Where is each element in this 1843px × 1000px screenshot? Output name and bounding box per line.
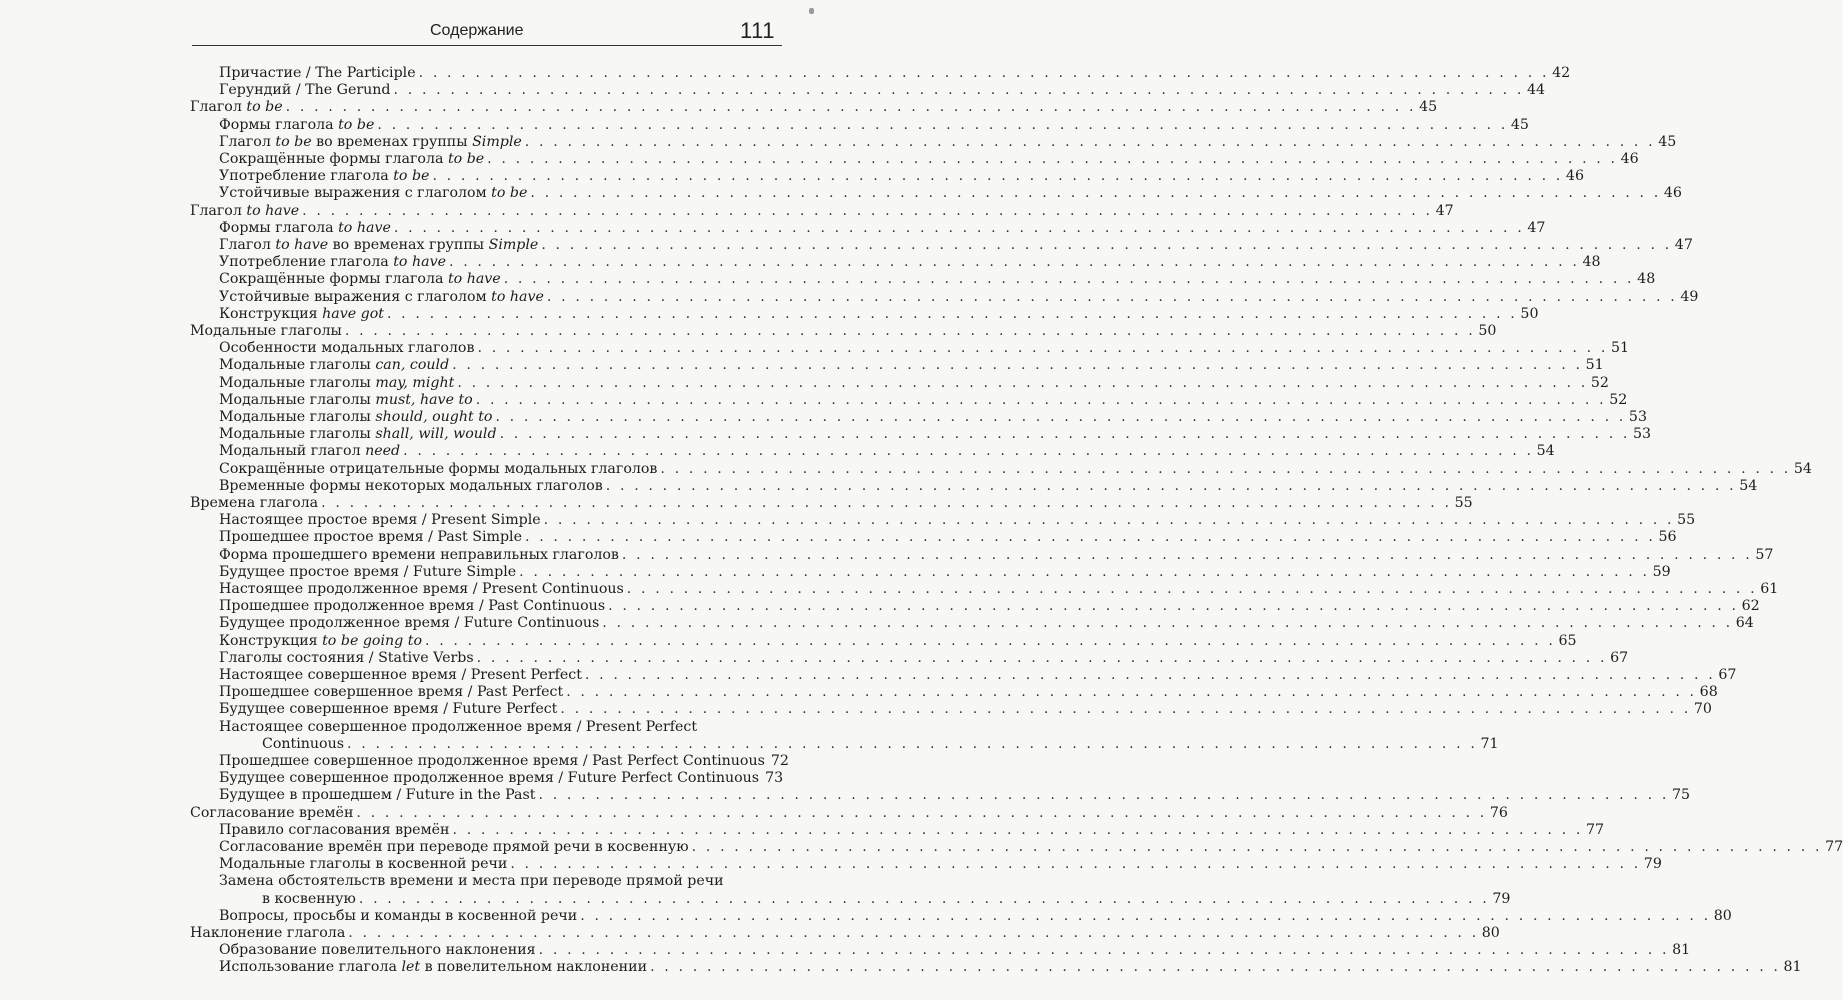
toc-leader-dots: . . . . . . . . . . . . . . . . . . . . . . . . . . . . . . . . . . . . . . . . . . . . . . . . . . . . . . . . . . . . . . . . . . . . . . . . . . . . . . . . — [393, 219, 1525, 236]
toc-entry-title-text: Особенности модальных глаголов — [219, 340, 475, 357]
toc-leader-dots: . . . . . . . . . . . . . . . . . . . . . . . . . . . . . . . . . . . . . . . . . . . . . . . . . . . . . . . . . . . . . . . . . . . . . . . . . . . . . . . . — [560, 701, 1691, 718]
toc-entry-title-text: Модальные глаголы — [190, 323, 342, 339]
toc-leader-dots: . . . . . . . . . . . . . . . . . . . . . . . . . . . . . . . . . . . . . . . . . . . . . . . . . . . . . . . . . . . . . . . . . . . . . . . . . . . . . . . . — [543, 512, 1675, 529]
toc-entry-title — [219, 650, 474, 667]
toc-entry-title-text: Употребление глагола — [219, 254, 394, 271]
toc-entry — [190, 202, 1454, 220]
toc-entry — [219, 237, 1693, 254]
toc-page-number: 64 — [1735, 615, 1754, 632]
toc-entry — [219, 512, 1696, 529]
toc-entry-title-text: Сокращённые отрицательные формы модальных глаголов — [219, 460, 658, 477]
toc-entry-title — [190, 925, 345, 942]
toc-entry-title-text: Сокращённые формы глагола — [219, 271, 448, 288]
toc-entry-title-text: в косвенную — [262, 890, 356, 907]
toc-entry-title-italic: need — [365, 443, 401, 460]
toc-entry-title — [262, 891, 356, 908]
toc-entry-title — [190, 99, 283, 116]
toc-entry — [219, 168, 1584, 185]
toc-leader-dots: . . . . . . . . . . . . . . . . . . . . . . . . . . . . . . . . . . . . . . . . . . . . . . . . . . . . . . . . . . . . . . . . . . . . . . . . . . . . . . . . — [452, 357, 1583, 374]
toc-page-number: 79 — [1643, 856, 1662, 873]
toc-entry-title-italic: may, might — [375, 374, 455, 391]
toc-entry-title — [219, 701, 557, 718]
toc-entry-title-text: Модальный глагол — [219, 443, 366, 460]
toc-leader-dots: . . . . . . . . . . . . . . . . . . . . . . . . . . . . . . . . . . . . . . . . . . . . . . . . . . . . . . . . . . . . . . . . . . . . . . . . . . . . . . . . — [602, 615, 1733, 632]
toc-entry-title-text: Форма прошедшего времени неправильных глаголов — [219, 546, 619, 563]
toc-entry-title — [190, 495, 318, 512]
toc-entry-title-text: Будущее совершенное время / Future Perfect — [219, 701, 558, 718]
toc-entry — [262, 735, 1499, 753]
toc-entry-title-italic: to be going to — [322, 632, 422, 649]
toc-entry-title-italic: to be — [246, 99, 283, 116]
toc-entry-title — [219, 753, 765, 770]
toc-entry-title-italic: to be — [275, 133, 312, 150]
toc-page-number: 52 — [1590, 374, 1609, 391]
toc-entry — [219, 839, 1843, 856]
toc-page-number: 80 — [1481, 925, 1500, 941]
toc-entry — [219, 133, 1677, 151]
toc-entry-title — [219, 289, 544, 306]
toc-entry-title-text: Глагол — [219, 237, 276, 253]
toc-entry — [219, 684, 1718, 701]
toc-entry-title-text: Использование глагола — [219, 959, 402, 976]
toc-entry — [219, 701, 1712, 718]
toc-entry-title-text: Модальные глаголы — [219, 374, 376, 391]
toc-entry-title-text: Настоящее продолженное время / Present Continuous — [219, 581, 624, 597]
toc-entry — [219, 821, 1605, 839]
toc-leader-dots: . . . . . . . . . . . . . . . . . . . . . . . . . . . . . . . . . . . . . . . . . . . . . . . . . . . . . . . . . . . . . . . . . . . . . . . . . . . . . . . . — [377, 116, 1508, 133]
toc-entry — [219, 907, 1732, 925]
toc-page-number: 49 — [1680, 288, 1699, 305]
toc-entry — [219, 374, 1609, 392]
toc-leader-dots: . . . . . . . . . . . . . . . . . . . . . . . . . . . . . . . . . . . . . . . . . . . . . . . . . . . . . . . . . . . . . . . . . . . . . . . . . . . . . . . . — [424, 632, 1556, 649]
toc-entry-title — [219, 908, 577, 925]
toc-leader-dots: . . . . . . . . . . . . . . . . . . . . . . . . . . . . . . . . . . . . . . . . . . . . . . . . . . . . . . . . . . . . . . . . . . . . . . . . . . . . . . . . — [356, 804, 1487, 821]
toc-entry-title — [219, 65, 416, 82]
toc-entry-title-text: Continuous — [262, 735, 345, 752]
toc-page-number: 65 — [1558, 632, 1577, 649]
toc-entry-title — [190, 203, 299, 220]
toc-page-number: 81 — [1672, 942, 1691, 959]
toc-page-number: 54 — [1739, 477, 1758, 494]
toc-leader-dots: . . . . . . . . . . . . . . . . . . . . . . . . . . . . . . . . . . . . . . . . . . . . . . . . . . . . . . . . . . . . . . . . . . . . . . . . . . . . . . . . — [510, 856, 1641, 873]
toc-leader-dots: . . . . . . . . . . . . . . . . . . . . . . . . . . . . . . . . . . . . . . . . . . . . . . . . . . . . . . . . . . . . . . . . . . . . . . . . . . . . . . . . — [538, 787, 1669, 804]
toc-page-number: 53 — [1633, 426, 1652, 443]
toc-entry-title-text: Модальные глаголы — [219, 409, 376, 425]
toc-entry-title-text: Глаголы состояния / Stative Verbs — [219, 649, 474, 666]
toc-leader-dots: . . . . . . . . . . . . . . . . . . . . . . . . . . . . . . . . . . . . . . . . . . . . . . . . . . . . . . . . . . . . . . . . . . . . . . . . . . . . . . . . — [495, 409, 1626, 425]
toc-leader-dots: . . . . . . . . . . . . . . . . . . . . . . . . . . . . . . . . . . . . . . . . . . . . . . . . . . . . . . . . . . . . . . . . . . . . . . . . . . . . . . . . — [605, 477, 1737, 494]
toc-page-number: 80 — [1713, 907, 1732, 924]
toc-entry — [219, 787, 1690, 804]
toc-page-number: 59 — [1652, 563, 1671, 580]
toc-leader-dots: . . . . . . . . . . . . . . . . . . . . . . . . . . . . . . . . . . . . . . . . . . . . . . . . . . . . . . . . . . . . . . . . . . . . . . . . . . . . . . . . — [650, 959, 1781, 976]
toc-leader-dots: . . . . . . . . . . . . . . . . . . . . . . . . . . . . . . . . . . . . . . . . . . . . . . . . . . . . . . . . . . . . . . . . . . . . . . . . . . . . . . . . — [503, 271, 1635, 288]
toc-entry-title-text: Конструкция — [219, 305, 323, 322]
toc-entry-title — [219, 856, 507, 873]
toc-leader-dots: . . . . . . . . . . . . . . . . . . . . . . . . . . . . . . . . . . . . . . . . . . . . . . . . . . . . . . . . . . . . . . . . . . . . . . . . . . . . . . . . — [477, 340, 1608, 357]
toc-entry-title — [219, 237, 538, 254]
toc-entry-title — [219, 168, 429, 185]
toc-page-number: 45 — [1658, 133, 1677, 150]
toc-page-number: 47 — [1674, 237, 1693, 253]
toc-entry-title-italic: to have — [338, 219, 391, 236]
toc-entry-title-text: Причастие / The Participle — [219, 65, 416, 81]
toc-entry-title-text: Прошедшее продолженное время / Past Continuous — [219, 598, 606, 615]
toc-page-number: 42 — [1552, 65, 1571, 81]
toc-leader-dots: . . . . . . . . . . . . . . . . . . . . . . . . . . . . . . . . . . . . . . . . . . . . . . . . . . . . . . . . . . . . . . . . . . . . . . . . . . . . . . . . — [546, 288, 1678, 305]
toc-page-number: 72 — [770, 753, 789, 769]
toc-page-number: 54 — [1793, 460, 1812, 477]
toc-entry-title-italic: to be — [447, 151, 485, 167]
toc-leader-dots: . . . . . . . . . . . . . . . . . . . . . . . . . . . . . . . . . . . . . . . . . . . . . . . . . . . . . . . . . . . . . . . . . . . . . . . . . . . . . . . . — [452, 821, 1583, 838]
toc-page-number: 61 — [1760, 581, 1779, 597]
toc-entry — [219, 581, 1779, 598]
toc-leader-dots: . . . . . . . . . . . . . . . . . . . . . . . . . . . . . . . . . . . . . . . . . . . . . . . . . . . . . . . . . . . . . . . . . . . . . . . . . . . . . . . . — [348, 925, 1479, 941]
toc-entry-title — [190, 805, 353, 822]
toc-entry — [190, 804, 1508, 822]
toc-page-number: 73 — [765, 770, 784, 787]
toc-page-number: 51 — [1610, 340, 1629, 357]
toc-entry — [219, 649, 1629, 667]
toc-entry — [219, 391, 1628, 409]
toc-entry-title — [219, 409, 492, 426]
toc-entry-title — [219, 959, 647, 976]
toc-entry-title — [219, 547, 619, 564]
toc-leader-dots: . . . . . . . . . . . . . . . . . . . . . . . . . . . . . . . . . . . . . . . . . . . . . . . . . . . . . . . . . . . . . . . . . . . . . . . . . . . . . . . . — [660, 460, 1791, 477]
toc-page-number: 67 — [1718, 667, 1737, 683]
toc-page-number: 51 — [1585, 357, 1604, 374]
toc-entry-title-text: Конструкция — [219, 632, 323, 649]
toc-page-number: 48 — [1582, 254, 1601, 271]
toc-entry — [219, 942, 1691, 959]
toc-entry-title — [219, 357, 449, 374]
toc-entry-title — [219, 426, 497, 443]
toc-entry-title — [219, 564, 516, 581]
toc-entry-title-text: Правило согласования времён — [219, 821, 450, 838]
toc-entry — [219, 185, 1682, 202]
toc-page-number: 68 — [1699, 684, 1718, 701]
running-header-title: Содержание — [430, 22, 524, 39]
toc-entry-title-italic: Simple — [488, 237, 539, 253]
toc-page-number: 47 — [1435, 202, 1454, 219]
toc-entry-first-line: Замена обстоятельств времени и места при переводе прямой речи — [219, 873, 724, 890]
toc-entry — [219, 856, 1662, 873]
toc-leader-dots: . . . . . . . . . . . . . . . . . . . . . . . . . . . . . . . . . . . . . . . . . . . . . . . . . . . . . . . . . . . . . . . . . . . . . . . . . . . . . . . . — [432, 168, 1563, 185]
toc-entry-title-italic: to have — [275, 237, 329, 253]
toc-entry-title-text: Устойчивые выражения с глаголом — [219, 185, 492, 202]
toc-entry-title-text: Устойчивые выражения с глаголом — [219, 288, 492, 305]
toc-entry-title-italic: must, have to — [375, 391, 473, 408]
toc-entry-title — [219, 770, 759, 787]
toc-entry-title — [219, 306, 384, 323]
toc-entry — [219, 477, 1758, 495]
toc-entry-title-text: Времена глагола — [190, 495, 319, 511]
toc-leader-dots: . . . . . . . . . . . . . . . . . . . . . . . . . . . . . . . . . . . . . . . . . . . . . . . . . . . . . . . . . . . . . . . . . . . . . . . . . . . . . . . . — [448, 254, 1580, 271]
toc-entry-title-text: Будущее в прошедшем / Future in the Past — [219, 787, 536, 804]
toc-entry — [190, 323, 1497, 340]
toc-entry-title — [219, 392, 473, 409]
toc-leader-dots: . . . . . . . . . . . . . . . . . . . . . . . . . . . . . . . . . . . . . . . . . . . . . . . . . . . . . . . . . . . . . . . . . . . . . . . . . . . . . . . . — [524, 529, 1656, 546]
toc-entry-title-text: Будущее совершенное продолженное время / Future Perfect Continuous — [219, 770, 760, 787]
toc-entry — [190, 99, 1438, 116]
toc-entry-title — [219, 443, 400, 460]
toc-entry-title-italic: Simple — [472, 133, 522, 150]
toc-page-number: 77 — [1585, 821, 1605, 838]
toc-entry-title-text: Наклонение глагола — [190, 925, 346, 941]
toc-entry-title-italic: to have — [393, 254, 446, 271]
toc-entry-title-text: Модальные глаголы — [219, 426, 376, 443]
toc-entry-title — [219, 220, 391, 237]
toc-entry-title-text: Прошедшее совершенное время / Past Perfect — [219, 684, 564, 701]
toc-entry-title — [219, 340, 474, 357]
toc-leader-dots: . . . . . . . . . . . . . . . . . . . . . . . . . . . . . . . . . . . . . . . . . . . . . . . . . . . . . . . . . . . . . . . . . . . . . . . . . . . . . . . . — [285, 99, 1417, 116]
toc-page-number: 44 — [1526, 82, 1546, 99]
toc-entry — [219, 615, 1754, 632]
toc-entry-title — [219, 581, 624, 598]
toc-entry — [219, 340, 1629, 357]
toc-page-number: 55 — [1454, 495, 1473, 511]
toc-entry-title-text: Настоящее совершенное время / Present Perfect — [219, 667, 582, 683]
toc-entry-title-italic: to have — [447, 271, 501, 288]
toc-leader-dots: . . . . . . . . . . . . . . . . . . . . . . . . . . . . . . . . . . . . . . . . . . . . . . . . . . . . . . . . . . . . . . . . . . . . . . . . . . . . . . . . — [457, 374, 1588, 391]
toc-entry-title-text: Модальные глаголы — [219, 391, 376, 408]
toc-page-number: 79 — [1492, 890, 1511, 907]
toc-entry-title — [219, 254, 446, 271]
toc-leader-dots: . . . . . . . . . . . . . . . . . . . . . . . . . . . . . . . . . . . . . . . . . . . . . . . . . . . . . . . . . . . . . . . . . . . . . . . . . . . . . . . . — [621, 546, 1753, 563]
toc-leader-dots: . . . . . . . . . . . . . . . . . . . . . . . . . . . . . . . . . . . . . . . . . . . . . . . . . . . . . . . . . . . . . . . . . . . . . . . . . . . . . . . . — [499, 426, 1631, 443]
toc-leader-dots: . . . . . . . . . . . . . . . . . . . . . . . . . . . . . . . . . . . . . . . . . . . . . . . . . . . . . . . . . . . . . . . . . . . . . . . . . . . . . . . . — [487, 151, 1618, 167]
toc-entry — [219, 357, 1604, 374]
toc-entry — [219, 959, 1802, 976]
toc-page-number: 62 — [1741, 598, 1760, 615]
toc-entry — [262, 890, 1511, 908]
toc-page-number: 52 — [1609, 391, 1628, 408]
toc-entry-title-text: Прошедшее простое время / Past Simple — [219, 529, 522, 546]
toc-leader-dots: . . . . . . . . . . . . . . . . . . . . . . . . . . . . . . . . . . . . . . . . . . . . . . . . . . . . . . . . . . . . . . . . . . . . . . . . . . . . . . . . — [386, 305, 1518, 322]
toc-entry-title — [219, 529, 522, 546]
toc-entry-title-italic: to have — [491, 288, 544, 305]
toc-entry-title — [219, 822, 449, 839]
toc-entry — [219, 460, 1812, 478]
toc-entry-title-text: Согласование времён — [190, 804, 354, 821]
toc-entry-title-text: Образование повелительного наклонения — [219, 942, 536, 959]
toc-leader-dots: . . . . . . . . . . . . . . . . . . . . . . . . . . . . . . . . . . . . . . . . . . . . . . . . . . . . . . . . . . . . . . . . . . . . . . . . . . . . . . . . — [418, 65, 1550, 81]
toc-entry — [219, 770, 783, 787]
toc-entry-title — [219, 151, 484, 168]
toc-entry — [219, 288, 1699, 306]
toc-leader-dots: . . . . . . . . . . . . . . . . . . . . . . . . . . . . . . . . . . . . . . . . . . . . . . . . . . . . . . . . . . . . . . . . . . . . . . . . . . . . . . . . — [538, 942, 1670, 959]
toc-entry-title-text: Герундий / The Gerund — [219, 82, 391, 99]
toc-entry-title — [219, 271, 501, 288]
toc-entry-title-italic: should, ought to — [375, 409, 493, 425]
toc-leader-dots: . . . . . . . . . . . . . . . . . . . . . . . . . . . . . . . . . . . . . . . . . . . . . . . . . . . . . . . . . . . . . . . . . . . . . . . . . . . . . . . . — [476, 649, 1608, 666]
toc-page-number: 45 — [1510, 116, 1529, 133]
toc-entry-title-italic: can, could — [375, 357, 450, 374]
toc-page-number: 55 — [1677, 512, 1696, 529]
toc-leader-dots: . . . . . . . . . . . . . . . . . . . . . . . . . . . . . . . . . . . . . . . . . . . . . . . . . . . . . . . . . . . . . . . . . . . . . . . . . . . . . . . . — [691, 839, 1823, 855]
toc-leader-dots: . . . . . . . . . . . . . . . . . . . . . . . . . . . . . . . . . . . . . . . . . . . . . . . . . . . . . . . . . . . . . . . . . . . . . . . . . . . . . . . . — [403, 443, 1534, 460]
toc-entry-title-text: во временах группы — [328, 237, 489, 253]
toc-entry — [219, 546, 1774, 564]
toc-entry — [219, 305, 1539, 323]
toc-entry-title-text: Согласование времён при переводе прямой речи в косвенную — [219, 839, 689, 855]
toc-page-number: 67 — [1610, 649, 1629, 666]
toc-page-number: 46 — [1565, 168, 1584, 185]
toc-page-number: 77 — [1825, 839, 1843, 855]
toc-entry-title-text: Глагол — [190, 202, 247, 219]
toc-page-number: 50 — [1478, 323, 1497, 339]
toc-page-number: 76 — [1489, 804, 1508, 821]
toc-entry-title-text: Глагол — [190, 99, 247, 116]
toc-entry-title — [219, 185, 527, 202]
toc-entry-title — [219, 598, 605, 615]
toc-entry-title — [219, 633, 422, 650]
toc-entry — [219, 598, 1760, 615]
toc-entry-title — [219, 117, 374, 134]
toc-leader-dots: . . . . . . . . . . . . . . . . . . . . . . . . . . . . . . . . . . . . . . . . . . . . . . . . . . . . . . . . . . . . . . . . . . . . . . . . . . . . . . . . — [302, 202, 1433, 219]
toc-entry-title-text: Сокращённые формы глагола — [219, 151, 448, 167]
toc-entry — [219, 82, 1546, 99]
toc-leader-dots: . . . . . . . . . . . . . . . . . . . . . . . . . . . . . . . . . . . . . . . . . . . . . . . . . . . . . . . . . . . . . . . . . . . . . . . . . . . . . . . . — [580, 907, 1711, 924]
toc-leader-dots: . . . . . . . . . . . . . . . . . . . . . . . . . . . . . . . . . . . . . . . . . . . . . . . . . . . . . . . . . . . . . . . . . . . . . . . . . . . . . . . . — [541, 237, 1672, 253]
toc-entry — [219, 529, 1677, 546]
page-number: 111 — [740, 18, 775, 43]
toc-page-number: 47 — [1527, 219, 1546, 236]
toc-entry — [219, 667, 1737, 684]
toc-entry-title — [219, 461, 657, 478]
toc-entry-title-italic: shall, will, would — [375, 426, 497, 443]
toc-entry-title-italic: to have — [246, 202, 300, 219]
toc-leader-dots: . . . . . . . . . . . . . . . . . . . . . . . . . . . . . . . . . . . . . . . . . . . . . . . . . . . . . . . . . . . . . . . . . . . . . . . . . . . . . . . . — [347, 735, 1478, 752]
toc-leader-dots: . . . . . . . . . . . . . . . . . . . . . . . . . . . . . . . . . . . . . . . . . . . . . . . . . . . . . . . . . . . . . . . . . . . . . . . . . . . . . . . . — [475, 391, 1607, 408]
toc-entry-title-text: Будущее продолженное время / Future Continuous — [219, 615, 600, 632]
toc-entry-title — [219, 615, 599, 632]
toc-entry-title-text: Формы глагола — [219, 219, 339, 236]
toc-leader-dots: . . . . . . . . . . . . . . . . . . . . . . . . . . . . . . . . . . . . . . . . . . . . . . . . . . . . . . . . . . . . . . . . . . . . . . . . . . . . . . . . — [524, 133, 1656, 150]
toc-entry-title — [190, 323, 342, 340]
toc-page-number: 45 — [1419, 99, 1438, 116]
toc-leader-dots: . . . . . . . . . . . . . . . . . . . . . . . . . . . . . . . . . . . . . . . . . . . . . . . . . . . . . . . . . . . . . . . . . . . . . . . . . . . . . . . . — [321, 495, 1452, 511]
toc-leader-dots: . . . . . . . . . . . . . . . . . . . . . . . . . . . . . . . . . . . . . . . . . . . . . . . . . . . . . . . . . . . . . . . . . . . . . . . . . . . . . . . . — [626, 581, 1758, 597]
toc-entry-title — [219, 512, 541, 529]
toc-entry-title-text: Прошедшее совершенное продолженное время / Past Perfect Continuous — [219, 753, 765, 769]
toc-entry-title-text: Модальные глаголы в косвенной речи — [219, 856, 508, 873]
toc-entry — [219, 116, 1529, 134]
toc-page-number: 46 — [1620, 151, 1639, 167]
toc-leader-dots: . . . . . . . . . . . . . . . . . . . . . . . . . . . . . . . . . . . . . . . . . . . . . . . . . . . . . . . . . . . . . . . . . . . . . . . . . . . . . . . . — [519, 563, 1650, 580]
toc-page-number: 50 — [1520, 305, 1539, 322]
toc-entry — [219, 753, 789, 770]
toc-entry-title — [219, 134, 522, 151]
toc-entry-title-italic: let — [401, 959, 421, 976]
toc-entry — [219, 254, 1601, 271]
toc-leader-dots: . . . . . . . . . . . . . . . . . . . . . . . . . . . . . . . . . . . . . . . . . . . . . . . . . . . . . . . . . . . . . . . . . . . . . . . . . . . . . . . . — [608, 598, 1739, 615]
toc-page-number: 57 — [1755, 546, 1774, 563]
toc-entry — [190, 495, 1473, 512]
toc-entry — [219, 271, 1656, 288]
toc-entry-title — [219, 478, 603, 495]
toc-entry-title-text: Вопросы, просьбы и команды в косвенной речи — [219, 907, 578, 924]
toc-entry-title — [219, 942, 536, 959]
toc-entry-title-italic: have got — [322, 305, 384, 322]
toc-entry-title-text: в повелительном наклонении — [420, 959, 648, 976]
toc-entry — [219, 443, 1555, 460]
toc-entry — [219, 65, 1571, 82]
toc-entry — [219, 632, 1577, 650]
toc-entry — [190, 925, 1500, 942]
toc-entry-title — [219, 667, 582, 684]
toc-page-number: 48 — [1637, 271, 1656, 288]
toc-page-number: 81 — [1783, 959, 1802, 976]
toc-leader-dots: . . . . . . . . . . . . . . . . . . . . . . . . . . . . . . . . . . . . . . . . . . . . . . . . . . . . . . . . . . . . . . . . . . . . . . . . . . . . . . . . — [393, 82, 1524, 99]
toc-entry — [219, 219, 1546, 237]
toc-entry-title — [262, 736, 344, 753]
toc-entry-title-italic: to be — [338, 116, 375, 133]
toc-entry-title-text: Временные формы некоторых модальных глаголов — [219, 477, 603, 494]
toc-page-number: 70 — [1693, 701, 1712, 718]
toc-page-number: 75 — [1671, 787, 1690, 804]
toc-leader-dots: . . . . . . . . . . . . . . . . . . . . . . . . . . . . . . . . . . . . . . . . . . . . . . . . . . . . . . . . . . . . . . . . . . . . . . . . . . . . . . . . — [358, 890, 1490, 907]
toc-entry-title-italic: to be — [491, 185, 528, 202]
toc-page-number: 53 — [1628, 409, 1647, 425]
toc-entry-title — [219, 684, 563, 701]
toc-entry-title-text: во временах группы — [311, 133, 473, 150]
toc-entry-title-text: Употребление глагола — [219, 168, 394, 185]
toc-entry-title-text: Глагол — [219, 133, 276, 150]
toc-entry-title — [219, 82, 391, 99]
toc-leader-dots: . . . . . . . . . . . . . . . . . . . . . . . . . . . . . . . . . . . . . . . . . . . . . . . . . . . . . . . . . . . . . . . . . . . . . . . . . . . . . . . . — [584, 667, 1716, 683]
toc-entry-title-italic: to be — [393, 168, 430, 185]
toc-entry — [219, 426, 1652, 443]
toc-entry-title — [219, 839, 689, 856]
toc-entry — [219, 409, 1647, 426]
toc-entry-title — [219, 375, 454, 392]
toc-leader-dots: . . . . . . . . . . . . . . . . . . . . . . . . . . . . . . . . . . . . . . . . . . . . . . . . . . . . . . . . . . . . . . . . . . . . . . . . . . . . . . . . — [344, 323, 1476, 339]
toc-page-number: 54 — [1536, 443, 1555, 460]
toc-entry-title-text: Будущее простое время / Future Simple — [219, 563, 517, 580]
toc-leader-dots: . . . . . . . . . . . . . . . . . . . . . . . . . . . . . . . . . . . . . . . . . . . . . . . . . . . . . . . . . . . . . . . . . . . . . . . . . . . . . . . . — [530, 185, 1661, 202]
toc-entry-title-text: Настоящее простое время / Present Simple — [219, 512, 541, 529]
toc-entry — [219, 151, 1639, 168]
toc-page-number: 56 — [1658, 529, 1677, 546]
toc-page-number: 46 — [1663, 185, 1682, 202]
toc-entry-first-line: Настоящее совершенное продолженное время / Present Perfect — [219, 718, 698, 735]
toc-entry — [219, 563, 1671, 581]
toc-entry-title-text: Формы глагола — [219, 116, 339, 133]
toc-page-number: 71 — [1480, 735, 1499, 752]
toc-leader-dots: . . . . . . . . . . . . . . . . . . . . . . . . . . . . . . . . . . . . . . . . . . . . . . . . . . . . . . . . . . . . . . . . . . . . . . . . . . . . . . . . — [566, 684, 1697, 701]
toc-entry-title — [219, 787, 535, 804]
toc-entry-title-text: Модальные глаголы — [219, 357, 376, 374]
